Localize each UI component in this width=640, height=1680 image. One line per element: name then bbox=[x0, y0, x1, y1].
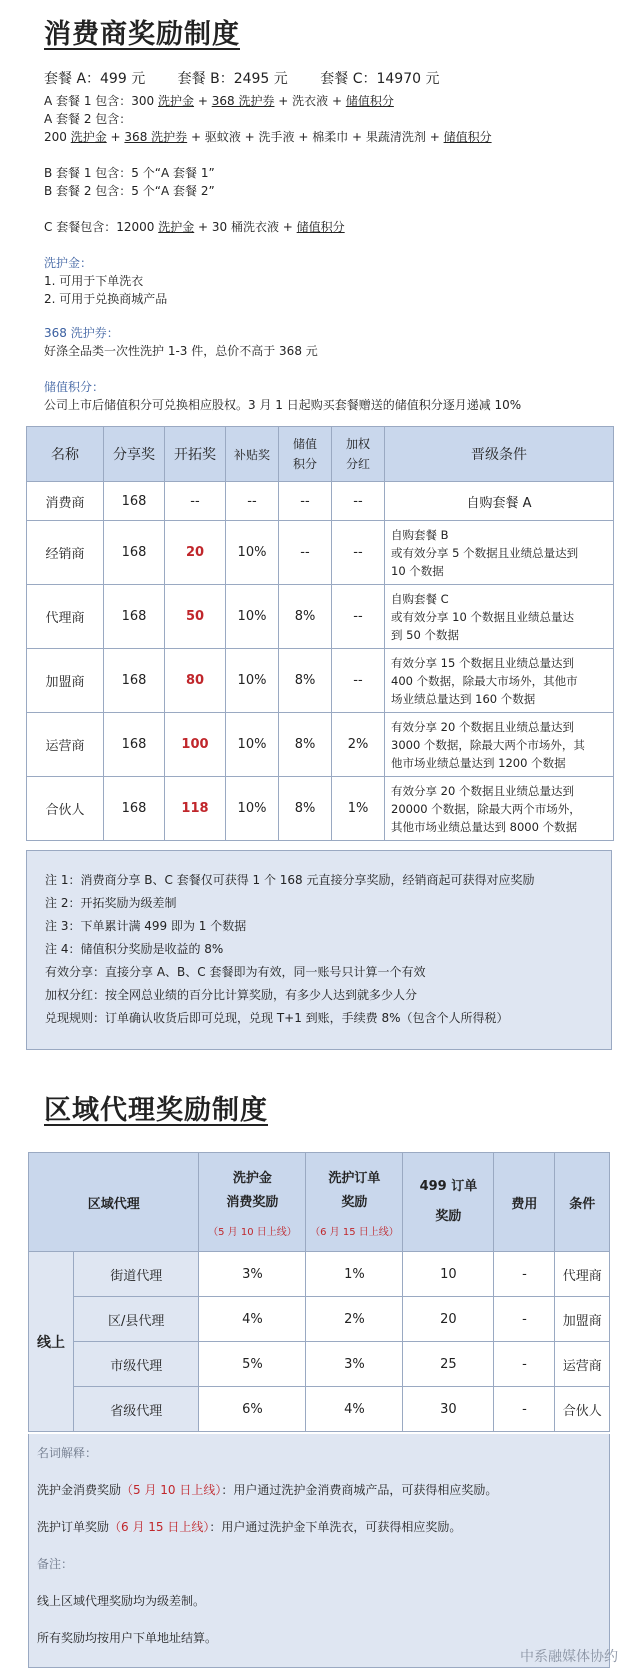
watermark: 中系融媒体协约 bbox=[520, 1649, 618, 1665]
cell-fee: - bbox=[494, 1387, 555, 1432]
cell-499-reward: 25 bbox=[403, 1342, 494, 1387]
note-line: 注 1：消费商分享 B、C 套餐仅可获得 1 个 168 元直接分享奖励，经销商起可获得对应奖励 bbox=[45, 873, 535, 887]
reward-level-table bbox=[26, 426, 614, 841]
points-section bbox=[44, 378, 521, 414]
cell-subsidy: 10% bbox=[226, 649, 279, 713]
col-header-points: 储值 积分 bbox=[279, 427, 332, 482]
cell-expand: 50 bbox=[165, 585, 226, 649]
note-line: 兑现规则：订单确认收货后即可兑现，兑现 T+1 到账，手续费 8%（包含个人所得税） bbox=[45, 1011, 509, 1025]
cell-dividend: 1% bbox=[332, 777, 385, 841]
cell-gold-reward: 6% bbox=[199, 1387, 306, 1432]
package-c-price: 套餐 C：14970 元 bbox=[320, 71, 440, 87]
coupon-text: 好涤全品类一次性洗护 1-3 件，总价不高于 368 元 bbox=[44, 344, 318, 358]
cell-dividend: -- bbox=[332, 482, 385, 521]
notes-box bbox=[26, 850, 612, 1050]
table-row bbox=[29, 1342, 610, 1387]
table-row bbox=[27, 521, 614, 585]
note-line: 加权分红：按全网总业绩的百分比计算奖励，有多少人达到就多少人分 bbox=[45, 988, 418, 1002]
cell-fee: - bbox=[494, 1252, 555, 1297]
table-row bbox=[27, 713, 614, 777]
cell-subsidy: -- bbox=[226, 482, 279, 521]
cell-level: 经销商 bbox=[27, 521, 104, 585]
cell-condition: 合伙人 bbox=[555, 1387, 610, 1432]
cell-share: 168 bbox=[104, 649, 165, 713]
package-details bbox=[44, 92, 492, 146]
wash-gold-item: 2. 可用于兑换商城产品 bbox=[44, 292, 168, 306]
cell-subsidy: 10% bbox=[226, 585, 279, 649]
package-b1-line: B 套餐 1 包含：5 个“A 套餐 1” bbox=[44, 166, 215, 180]
package-c-line: C 套餐包含：12000 洗护金 + 30 桶洗衣液 + 储值积分 bbox=[44, 220, 345, 234]
cell-condition: 自购套餐 B 或有效分享 5 个数据且业绩总量达到 10 个数据 bbox=[385, 521, 614, 585]
cell-condition: 加盟商 bbox=[555, 1297, 610, 1342]
cell-level: 加盟商 bbox=[27, 649, 104, 713]
points-text: 公司上市后储值积分可兑换相应股权。3 月 1 日起购买套餐赠送的储值积分逐月递减 10% bbox=[44, 398, 522, 412]
cell-share: 168 bbox=[104, 713, 165, 777]
table-header-row bbox=[27, 427, 614, 482]
glossary-item-gold: 洗护金消费奖励（5 月 10 日上线）：用户通过洗护金消费商城产品，可获得相应奖励。 bbox=[37, 1483, 498, 1497]
cell-fee: - bbox=[494, 1342, 555, 1387]
cell-agent-level: 区/县代理 bbox=[74, 1297, 199, 1342]
package-a2-line: 200 洗护金 + 368 洗护券 + 驱蚊液 + 洗手液 + 棉柔巾 + 果蔬清洗剂 + 储值积分 bbox=[44, 130, 492, 144]
cell-subsidy: 10% bbox=[226, 777, 279, 841]
col-header-fee: 费用 bbox=[494, 1153, 555, 1252]
cell-condition: 代理商 bbox=[555, 1252, 610, 1297]
table-header-row bbox=[29, 1153, 610, 1252]
cell-points: 8% bbox=[279, 585, 332, 649]
cell-dividend: -- bbox=[332, 585, 385, 649]
note-line: 注 2：开拓奖励为级差制 bbox=[45, 896, 177, 910]
cell-order-reward: 2% bbox=[306, 1297, 403, 1342]
note-line: 注 3：下单累计满 499 即为 1 个数据 bbox=[45, 919, 247, 933]
cell-gold-reward: 4% bbox=[199, 1297, 306, 1342]
remark-line: 线上区域代理奖励均为级差制。 bbox=[37, 1594, 206, 1608]
cell-subsidy: 10% bbox=[226, 713, 279, 777]
cell-499-reward: 10 bbox=[403, 1252, 494, 1297]
col-header-expand: 开拓奖 bbox=[165, 427, 226, 482]
cell-level: 合伙人 bbox=[27, 777, 104, 841]
table-row bbox=[27, 649, 614, 713]
col-header-region: 区域代理 bbox=[29, 1153, 199, 1252]
cell-share: 168 bbox=[104, 777, 165, 841]
glossary-item-order: 洗护订单奖励（6 月 15 日上线）：用户通过洗护金下单洗衣，可获得相应奖励。 bbox=[37, 1520, 462, 1534]
col-header-499-reward: 499 订单 奖励 bbox=[403, 1153, 494, 1252]
cell-fee: - bbox=[494, 1297, 555, 1342]
cell-agent-level: 市级代理 bbox=[74, 1342, 199, 1387]
package-a-price: 套餐 A：499 元 bbox=[44, 71, 146, 87]
glossary-heading: 名词解释： bbox=[37, 1446, 98, 1460]
cell-expand: -- bbox=[165, 482, 226, 521]
regional-agent-table bbox=[28, 1152, 610, 1432]
cell-level: 代理商 bbox=[27, 585, 104, 649]
table-row bbox=[27, 482, 614, 521]
table-row bbox=[29, 1387, 610, 1432]
cell-dividend: -- bbox=[332, 521, 385, 585]
cell-order-reward: 4% bbox=[306, 1387, 403, 1432]
package-b-price: 套餐 B：2495 元 bbox=[177, 71, 288, 87]
cell-gold-reward: 3% bbox=[199, 1252, 306, 1297]
glossary-box bbox=[28, 1434, 610, 1668]
cell-condition: 运营商 bbox=[555, 1342, 610, 1387]
cell-subsidy: 10% bbox=[226, 521, 279, 585]
cell-agent-level: 省级代理 bbox=[74, 1387, 199, 1432]
remark-line: 所有奖励均按用户下单地址结算。 bbox=[37, 1631, 218, 1645]
cell-points: 8% bbox=[279, 713, 332, 777]
package-b-details bbox=[44, 164, 215, 200]
cell-points: 8% bbox=[279, 777, 332, 841]
cell-expand: 20 bbox=[165, 521, 226, 585]
note-line: 有效分享：直接分享 A、B、C 套餐即为有效，同一账号只计算一个有效 bbox=[45, 965, 426, 979]
cell-499-reward: 20 bbox=[403, 1297, 494, 1342]
cell-points: 8% bbox=[279, 649, 332, 713]
cell-share: 168 bbox=[104, 482, 165, 521]
col-header-dividend: 加权 分红 bbox=[332, 427, 385, 482]
section-title-regional: 区域代理奖励制度 bbox=[44, 1095, 268, 1126]
cell-expand: 100 bbox=[165, 713, 226, 777]
cell-condition: 自购套餐 A bbox=[385, 482, 614, 521]
col-header-order-reward: 洗护订单 奖励 （6 月 15 日上线） bbox=[306, 1153, 403, 1252]
cell-condition: 有效分享 20 个数据且业绩总量达到 3000 个数据，除最大两个市场外，其 他市场业绩总量达到 1200 个数据 bbox=[385, 713, 614, 777]
cell-dividend: 2% bbox=[332, 713, 385, 777]
coupon-heading: 368 洗护券： bbox=[44, 326, 119, 340]
cell-expand: 118 bbox=[165, 777, 226, 841]
col-header-name: 名称 bbox=[27, 427, 104, 482]
col-header-condition: 晋级条件 bbox=[385, 427, 614, 482]
cell-order-reward: 3% bbox=[306, 1342, 403, 1387]
note-line: 注 4：储值积分奖励是收益的 8% bbox=[45, 942, 224, 956]
table-row bbox=[29, 1297, 610, 1342]
cell-points: -- bbox=[279, 482, 332, 521]
col-header-share: 分享奖 bbox=[104, 427, 165, 482]
cell-level: 运营商 bbox=[27, 713, 104, 777]
table-row bbox=[27, 585, 614, 649]
wash-gold-section bbox=[44, 254, 167, 308]
page-title: 消费商奖励制度 bbox=[44, 19, 240, 50]
cell-dividend: -- bbox=[332, 649, 385, 713]
coupon-section bbox=[44, 324, 318, 360]
cell-expand: 80 bbox=[165, 649, 226, 713]
cell-499-reward: 30 bbox=[403, 1387, 494, 1432]
cell-order-reward: 1% bbox=[306, 1252, 403, 1297]
col-header-subsidy: 补贴奖 bbox=[226, 427, 279, 482]
cell-condition: 自购套餐 C 或有效分享 10 个数据且业绩总量达 到 50 个数据 bbox=[385, 585, 614, 649]
remark-heading: 备注： bbox=[37, 1557, 74, 1571]
package-a1-line: A 套餐 1 包含：300 洗护金 + 368 洗护券 + 洗衣液 + 储值积分 bbox=[44, 94, 394, 108]
package-prices bbox=[44, 68, 467, 88]
cell-agent-level: 街道代理 bbox=[74, 1252, 199, 1297]
package-a2-head: A 套餐 2 包含： bbox=[44, 112, 132, 126]
cell-condition: 有效分享 15 个数据且业绩总量达到 400 个数据，除最大市场外，其他市 场业绩总量达到 160 个数据 bbox=[385, 649, 614, 713]
cell-share: 168 bbox=[104, 521, 165, 585]
wash-gold-heading: 洗护金： bbox=[44, 256, 93, 270]
online-label: 线上 bbox=[29, 1252, 74, 1432]
package-b2-line: B 套餐 2 包含：5 个“A 套餐 2” bbox=[44, 184, 215, 198]
col-header-condition: 条件 bbox=[555, 1153, 610, 1252]
points-heading: 储值积分： bbox=[44, 380, 105, 394]
table-row bbox=[27, 777, 614, 841]
cell-level: 消费商 bbox=[27, 482, 104, 521]
cell-points: -- bbox=[279, 521, 332, 585]
col-header-gold-reward: 洗护金 消费奖励 （5 月 10 日上线） bbox=[199, 1153, 306, 1252]
wash-gold-item: 1. 可用于下单洗衣 bbox=[44, 274, 144, 288]
table-row bbox=[29, 1252, 610, 1297]
cell-condition: 有效分享 20 个数据且业绩总量达到 20000 个数据，除最大两个市场外， 其他市场业绩总量达到 8000 个数据 bbox=[385, 777, 614, 841]
cell-gold-reward: 5% bbox=[199, 1342, 306, 1387]
cell-share: 168 bbox=[104, 585, 165, 649]
